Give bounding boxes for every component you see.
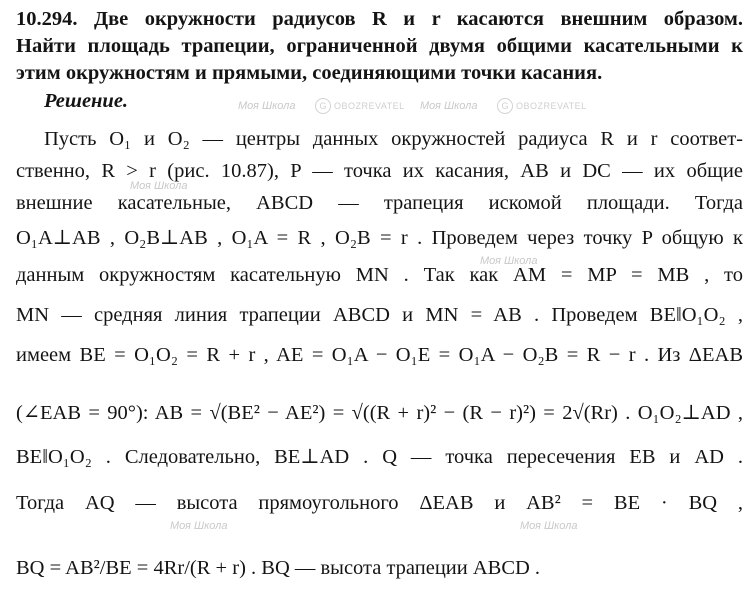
watermark-tag: OBOZREVATEL bbox=[516, 101, 587, 111]
watermark-logo-icon: G bbox=[497, 98, 513, 114]
watermark: Моя Школа bbox=[420, 100, 478, 112]
problem-number: 10.294. bbox=[16, 8, 78, 30]
watermark-logo-icon: G bbox=[315, 98, 331, 114]
watermark: Моя Школа bbox=[170, 520, 228, 532]
problem-line-3: этим окружностям и прямыми, соединяющими точки касания. bbox=[16, 62, 603, 84]
watermark: Моя Школа bbox=[130, 180, 188, 192]
solution-line-6: MN — средняя линия трапеции ABCD и MN = AB . Проведем BE‖O₁O₂ , bbox=[16, 304, 743, 326]
problem-text: Две окружности радиусов R и r касаются внешним образом. bbox=[93, 8, 744, 30]
solution-heading: Решение. bbox=[44, 90, 129, 112]
watermark: Моя Школа bbox=[480, 255, 538, 267]
watermark: Моя Школа bbox=[520, 520, 578, 532]
solution-line-3: внешние касательные, ABCD — трапеция искомой площади. Тогда bbox=[16, 192, 743, 214]
solution-line-4: O₁A⊥AB , O₂B⊥AB , O₁A = R , O₂B = r . Проведем через точку P общую к bbox=[16, 227, 743, 249]
solution-line-5: данным окружностям касательную MN . Так как AM = MP = MB , то bbox=[16, 264, 743, 286]
solution-line-7: имеем BE = O₁O₂ = R + r , AE = O₁A − O₁E = O₁A − O₂B = R − r . Из ΔEAB bbox=[16, 344, 743, 366]
watermark-tag: OBOZREVATEL bbox=[334, 101, 405, 111]
problem-line-2: Найти площадь трапеции, ограниченной двумя общими касательными к bbox=[16, 35, 743, 57]
solution-line-1: Пусть O₁ и O₂ — центры данных окружностей радиуса R и r соответ- bbox=[44, 128, 743, 150]
watermark: Моя Школа bbox=[238, 100, 296, 112]
solution-line-9: BE‖O₁O₂ . Следовательно, BE⊥AD . Q — точка пересечения EB и AD . bbox=[16, 446, 743, 468]
solution-line-11: BQ = AB²/BE = 4Rr/(R + r) . BQ — высота трапеции ABCD . bbox=[16, 557, 541, 579]
solution-line-2: ственно, R > r (рис. 10.87), P — точка их касания, AB и DC — их общие bbox=[16, 160, 743, 182]
problem-line-1 bbox=[16, 6, 743, 32]
solution-line-8: (∠EAB = 90°): AB = √(BE² − AE²) = √((R + r)² − (R − r)²) = 2√(Rr) . O₁O₂⊥AD , bbox=[16, 402, 743, 424]
solution-line-10: Тогда AQ — высота прямоугольного ΔEAB и AB² = BE · BQ , bbox=[16, 492, 743, 514]
